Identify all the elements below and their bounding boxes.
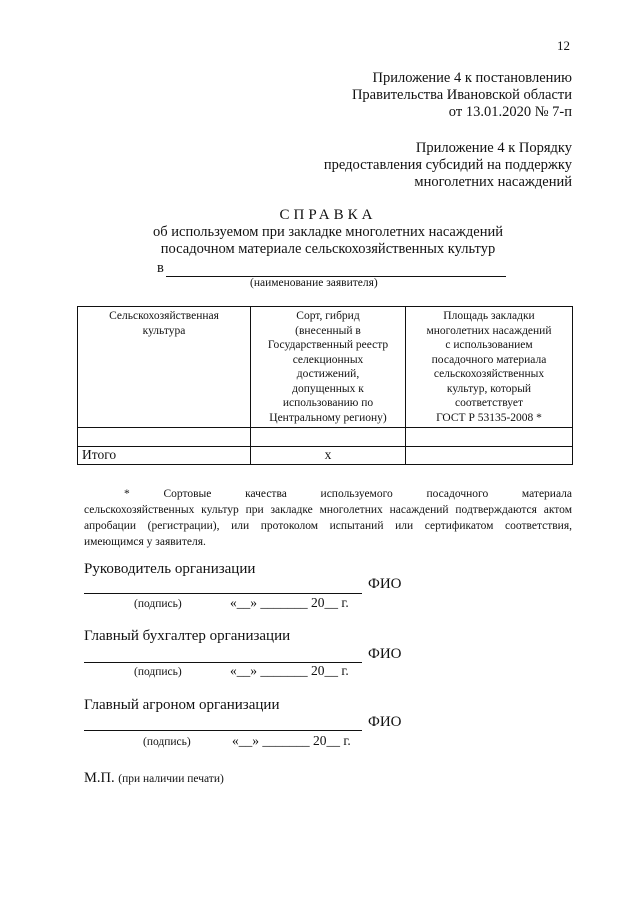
applicant-prefix: в	[157, 260, 164, 276]
applicant-field	[157, 260, 506, 277]
header-crop	[78, 307, 251, 428]
sign-caption-accountant: (подпись)	[134, 666, 182, 678]
total-label: Итого	[78, 447, 251, 465]
header-variety-line: Центральному региону)	[269, 411, 387, 424]
subtitle-line: об используемом при закладке многолетних насаждений	[153, 224, 503, 240]
fio-label-director: ФИО	[368, 576, 402, 592]
header-area-line: с использованием	[445, 339, 533, 351]
page-number: 12	[557, 38, 570, 53]
table-row	[78, 428, 573, 447]
fio-label-accountant: ФИО	[368, 646, 402, 662]
stamp-note: (при наличии печати)	[118, 773, 224, 785]
header-line: предоставления субсидий на поддержку	[323, 157, 572, 173]
header-crop-line: культура	[142, 324, 186, 337]
fio-label-agronomist: ФИО	[368, 714, 402, 730]
header-variety-line: использованию по	[282, 397, 374, 409]
appendix-procedure-header	[324, 140, 572, 191]
signature-line-director[interactable]	[84, 592, 362, 594]
header-area-line: соответствует	[454, 397, 523, 409]
header-line: от 13.01.2020 № 7-п	[448, 104, 572, 120]
table-cell[interactable]	[78, 428, 251, 447]
signature-title-accountant: Главный бухгалтер организации	[84, 628, 291, 644]
table-cell[interactable]	[251, 428, 406, 447]
header-variety-line: допущенных к	[292, 382, 364, 395]
header-variety	[251, 307, 406, 428]
header-area-line: культур, который	[446, 382, 532, 395]
appendix-resolution-header	[352, 70, 572, 121]
footnote	[84, 486, 572, 550]
signature-line-agronomist[interactable]	[84, 729, 362, 731]
document-title: СПРАВКА	[279, 207, 377, 223]
header-variety-line: Сорт, гибрид	[296, 310, 360, 322]
table-total-row	[78, 447, 573, 465]
stamp-label: М.П.	[84, 770, 115, 786]
header-variety-line: достижений,	[296, 368, 360, 380]
header-line: Приложение 4 к постановлению	[372, 70, 572, 86]
stamp-area	[84, 770, 224, 787]
date-field-agronomist[interactable]: «__» _______ 20__ г.	[232, 733, 351, 748]
header-variety-line: Государственный реестр	[267, 339, 389, 351]
header-area-line: Площадь закладки	[443, 310, 535, 322]
footnote-line-1: * Сортовые качества используемого посадочного материала	[124, 488, 572, 500]
table-header-row	[78, 307, 573, 428]
document-subtitle	[0, 224, 640, 258]
header-area-line: посадочного материала	[431, 353, 547, 366]
signature-title-agronomist: Главный агроном организации	[84, 697, 280, 713]
crops-table	[77, 306, 573, 465]
subtitle-line: посадочном материале сельскохозяйственных культур	[160, 241, 496, 257]
header-line: многолетних насаждений	[414, 174, 572, 190]
header-line: Приложение 4 к Порядку	[415, 140, 572, 156]
header-area-line: многолетних насаждений	[426, 324, 552, 337]
sign-caption-director: (подпись)	[134, 598, 182, 610]
date-field-director[interactable]: «__» _______ 20__ г.	[230, 595, 349, 610]
header-area	[406, 307, 573, 428]
table-cell[interactable]	[406, 428, 573, 447]
header-area-line: ГОСТ Р 53135-2008 *	[436, 411, 542, 424]
applicant-blank-line	[166, 264, 506, 277]
header-area-line: сельскохозяйственных	[433, 368, 545, 380]
header-variety-line: селекционных	[292, 353, 364, 366]
header-variety-line: (внесенный в	[295, 324, 361, 337]
applicant-caption: (наименование заявителя)	[250, 277, 378, 289]
header-crop-line: Сельскохозяйственная	[109, 310, 219, 322]
footnote-continuation: сельскохозяйственных культур при закладке многолетних насаждений подтверждаются актом апробации (регистрации), или протоколом испытаний или сертификатом соответствия, имеющимся у заявителя.	[84, 504, 572, 548]
total-area-cell[interactable]	[406, 447, 573, 465]
total-variety-cell: х	[251, 447, 406, 465]
header-line: Правительства Ивановской области	[351, 87, 572, 103]
signature-title-director: Руководитель организации	[84, 561, 256, 577]
date-field-accountant[interactable]: «__» _______ 20__ г.	[230, 663, 349, 678]
sign-caption-agronomist: (подпись)	[143, 736, 191, 748]
